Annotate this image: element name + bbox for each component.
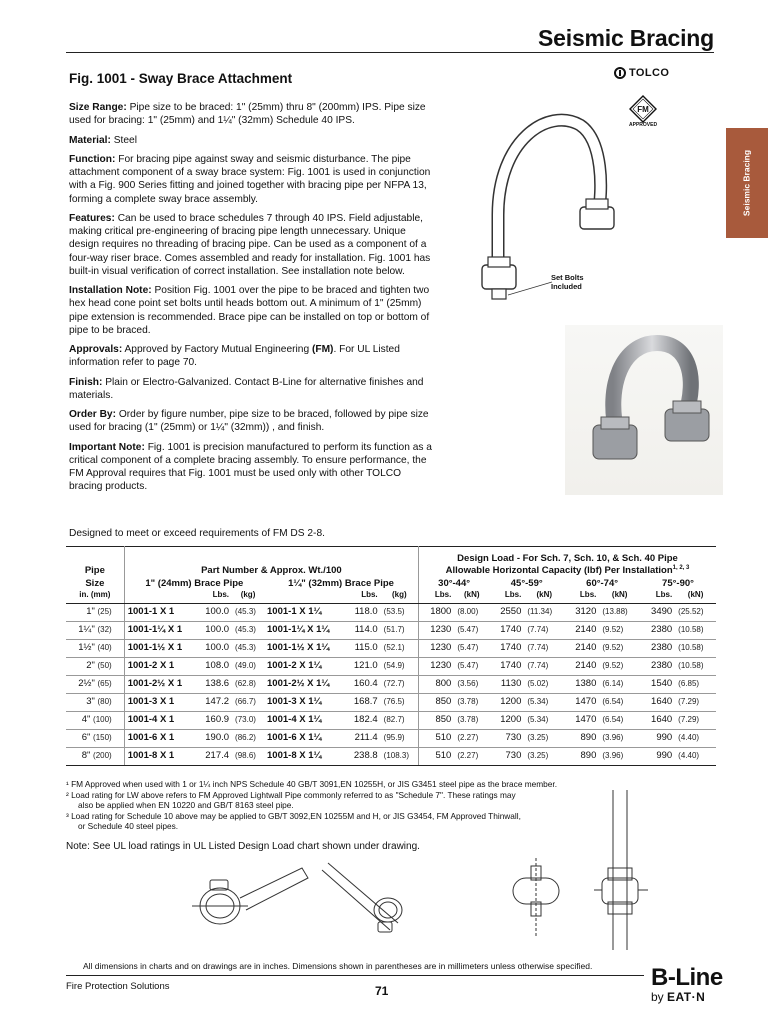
table-cell: 1230 xyxy=(419,639,455,657)
col-brace2: 1¼" (32mm) Brace Pipe xyxy=(264,578,419,590)
table-cell: (10.58) xyxy=(675,621,716,639)
table-cell: (3.78) xyxy=(454,711,489,729)
table-cell: (6.54) xyxy=(599,693,640,711)
table-cell: (11.34) xyxy=(524,603,564,621)
footer-section: Fire Protection Solutions xyxy=(66,981,170,992)
function-section: Function: For bracing pipe against sway and seismic disturbance. The pipe attachment component of a sway brace system: Fig. 1001 is used in conjunction with a Fig. 900 Series fitting and joined together with bracing pipe per NFPA 13, forming a complete sway brace assembly. xyxy=(69,153,431,205)
table-cell: 1001-4 X 1¼ xyxy=(264,711,345,729)
table-cell: (10.58) xyxy=(675,657,716,675)
table-cell: 1230 xyxy=(419,657,455,675)
table-cell: 1470 xyxy=(564,693,599,711)
table-cell: (73.0) xyxy=(232,711,264,729)
table-cell: 182.4 xyxy=(345,711,380,729)
angle-3: 60°-74° xyxy=(586,577,619,589)
table-cell: (5.47) xyxy=(454,657,489,675)
table-row xyxy=(66,747,716,765)
table-cell: (62.8) xyxy=(232,675,264,693)
ul-note: Note: See UL load ratings in UL Listed Design Load chart shown under drawing. xyxy=(66,841,420,852)
page-title: Seismic Bracing xyxy=(538,25,714,51)
table-cell: (49.0) xyxy=(232,657,264,675)
table-cell: (4.40) xyxy=(675,729,716,747)
figure-title: Fig. 1001 - Sway Brace Attachment xyxy=(69,71,293,86)
set-bolts-label: Set Bolts Included xyxy=(551,273,584,292)
table-cell: 238.8 xyxy=(345,747,380,765)
table-cell: (76.5) xyxy=(381,693,419,711)
col-part-label: Part Number & Approx. Wt./100 xyxy=(124,565,418,578)
table-cell: 100.0 xyxy=(197,621,232,639)
table-cell: 1001-1 X 1 xyxy=(124,603,196,621)
col-pipe xyxy=(66,547,124,566)
table-cell: (72.7) xyxy=(381,675,419,693)
eaton-logo: by EAT·N xyxy=(651,990,706,1004)
installation-drawing-3 xyxy=(505,858,567,938)
table-cell: (3.96) xyxy=(599,729,640,747)
table-cell: (7.74) xyxy=(524,657,564,675)
tolco-logo-text: TOLCO xyxy=(629,67,670,79)
table-cell: 1½" (40) xyxy=(66,639,124,657)
design-note: Designed to meet or exceed requirements of FM DS 2-8. xyxy=(69,528,325,539)
table-cell: 730 xyxy=(489,729,524,747)
table-cell: 168.7 xyxy=(345,693,380,711)
spec-text xyxy=(69,101,437,500)
header-rule xyxy=(66,52,714,53)
table-cell: 2380 xyxy=(640,657,675,675)
table-cell: 800 xyxy=(419,675,455,693)
bracket-line-drawing xyxy=(468,95,630,325)
table-body xyxy=(66,603,716,765)
table-cell: (108.3) xyxy=(381,747,419,765)
size-range-section: Size Range: Pipe size to be braced: 1" (25mm) thru 8" (200mm) IPS. Pipe size used for bracing: 1" (25mm) and 1¼" (32mm) Schedule 40 IPS. xyxy=(69,102,426,127)
table-row xyxy=(66,603,716,621)
col-design-title: Design Load - For Sch. 7, Sch. 10, & Sch. 40 Pipe xyxy=(457,553,678,564)
table-cell: (5.34) xyxy=(524,711,564,729)
table-cell: 108.0 xyxy=(197,657,232,675)
table-cell: (3.96) xyxy=(599,747,640,765)
table-cell: 1¼" (32) xyxy=(66,621,124,639)
table-cell: (45.3) xyxy=(232,621,264,639)
table-cell: 890 xyxy=(564,729,599,747)
table-cell: 2380 xyxy=(640,639,675,657)
footnote-2: ² Load rating for LW above refers to FM Approved Lightwall Pipe commonly referred to as "Schedule 7". These ratings may xyxy=(66,789,516,800)
table-cell: 3120 xyxy=(564,603,599,621)
table-cell: 1001-2½ X 1 xyxy=(124,675,196,693)
table-cell: 1001-8 X 1¼ xyxy=(264,747,345,765)
table-cell: 1001-6 X 1¼ xyxy=(264,729,345,747)
table-cell: 1001-1 X 1¼ xyxy=(264,603,345,621)
table-cell: 2140 xyxy=(564,657,599,675)
col-pipe-label: Pipe xyxy=(66,565,124,578)
table-cell: (5.47) xyxy=(454,621,489,639)
table-cell: 1740 xyxy=(489,639,524,657)
table-cell: 1001-3 X 1 xyxy=(124,693,196,711)
col-part-group xyxy=(124,547,418,566)
table-cell: 1001-2 X 1¼ xyxy=(264,657,345,675)
important-section: Important Note: Fig. 1001 is precision manufactured to perform its function as a critical component of a complete bracing assembly. To ensure performance, the FM Approval requires that Fig. 1001 must be used only with other TOLCO bracing products. xyxy=(69,441,432,493)
table-cell: (9.52) xyxy=(599,639,640,657)
table-cell: 2550 xyxy=(489,603,524,621)
finish-section: Finish: Plain or Electro-Galvanized. Contact B-Line for alternative finishes and materials. xyxy=(69,376,424,401)
table-cell: (52.1) xyxy=(381,639,419,657)
table-cell: 3" (80) xyxy=(66,693,124,711)
angle-4: 75°-90° xyxy=(662,577,694,589)
table-cell: (66.7) xyxy=(232,693,264,711)
table-cell: (13.88) xyxy=(599,603,640,621)
table-cell: 1380 xyxy=(564,675,599,693)
table-cell: 1001-1¼ X 1¼ xyxy=(264,621,345,639)
table-cell: (7.74) xyxy=(524,639,564,657)
page-number: 71 xyxy=(375,984,389,998)
table-cell: (98.6) xyxy=(232,747,264,765)
col-size-label: Size xyxy=(66,578,124,590)
table-cell: (6.85) xyxy=(675,675,716,693)
table-cell: 138.6 xyxy=(197,675,232,693)
table-cell: (3.78) xyxy=(454,693,489,711)
table-cell: 1" (25) xyxy=(66,603,124,621)
table-cell: 1540 xyxy=(640,675,675,693)
table-cell: 211.4 xyxy=(345,729,380,747)
table-cell: (5.47) xyxy=(454,639,489,657)
table-row xyxy=(66,675,716,693)
table-cell: (51.7) xyxy=(381,621,419,639)
table-cell: 2140 xyxy=(564,639,599,657)
angle-2: 45°-59° xyxy=(510,577,543,589)
table-cell: (10.58) xyxy=(675,639,716,657)
footnote-3-cont: or Schedule 40 steel pipes. xyxy=(78,821,179,832)
table-cell: (82.7) xyxy=(381,711,419,729)
col-in-mm: in. (mm) xyxy=(66,590,124,603)
table-cell: 990 xyxy=(640,729,675,747)
footer-rule xyxy=(66,975,644,976)
table-cell: (7.29) xyxy=(675,693,716,711)
table-cell: (6.14) xyxy=(599,675,640,693)
table-cell: 730 xyxy=(489,747,524,765)
table-cell: (7.29) xyxy=(675,711,716,729)
features-section: Features: Can be used to brace schedules 7 through 40 IPS. Field adjustable, making critical pre-engineering of bracing pipe length unnecessary. Unique design requires no threading of bracing pipe. Can be used as a component of a four-way riser brace. Comes assembled and ready for installation. Fig. 1001 has built-in visual verification of correct installation. See installation note below. xyxy=(69,212,431,277)
table-cell: 1001-2 X 1 xyxy=(124,657,196,675)
table-cell: (9.52) xyxy=(599,621,640,639)
table-cell: 510 xyxy=(419,747,455,765)
table-cell: (9.52) xyxy=(599,657,640,675)
tolco-logo xyxy=(614,66,669,80)
col-brace1: 1" (24mm) Brace Pipe xyxy=(145,577,244,589)
col-design-sub: Allowable Horizontal Capacity (lbf) Per Installation$^{1, 2, 3}$ xyxy=(445,565,690,577)
table-cell: 114.0 xyxy=(345,621,380,639)
design-load-table: Design Load - For Sch. 7, Sch. 10, & Sch. 40 Pipe Pipe Part Number & Approx. Wt./100 Allowable Horizontal Capacity (lbf) Per Installation$^{1, 2, 3}$ Size 1" (24mm) Brace Pipe 1¼" (32mm) Brace Pipe 30°-44° 45°-59° 60°-74° 75°-90° in. (mm) Lbs. (kg) Lbs. (kg) Lbs. (kN) Lbs. (kN) Lbs. (kN) Lbs. (kN) 1" (25) 1001-1 X 1 100.0 (45.3) 1001-1 X 1¼ 118.0 (53.5) 1800 (8.00) 2550 (11.34) 3120 (13.88) 3490 (25.52) 1¼" (32) 1001-1¼ X 1 100.0 (45.3) 1001-1¼ X 1¼ 114.0 (51.7) 1230 (5.47) 1740 (7.74) 2140 (9.52) 2380 (10.58) 1½" (40) 1001-1½ X 1 100.0 (45.3) 1001-1½ X 1¼ 115.0 (52.1) 1230 (5.47) 1740 (7.74) 2140 (9.52) 2380 (10.58) 2" (50) 1001-2 X 1 108.0 (49.0) 1001-2 X 1¼ 121.0 (54.9) 1230 (5.47) 1740 (7.74) 2140 (9.52) 2380 (10.58) 2½" (65) 1001-2½ X 1 138.6 (62.8) 1001-2½ X 1¼ 160.4 (72.7) 800 (3.56) 1130 (5.02) 1380 (6.14) 1540 (6.85) 3" (80) 1001-3 X 1 147.2 (66.7) 1001-3 X 1¼ 168.7 (76.5) 850 (3.78) 1200 (5.34) 1470 (6.54) 1640 (7.29) 4" (100) 1001-4 X 1 160.9 (73.0) 1001-4 X 1¼ 182.4 (82.7) 850 (3.78) 1200 (5.34) 1470 (6.54) 1640 (7.29) 6" (150) 1001-6 X 1 190.0 (86.2) 1001-6 X 1¼ 211.4 (95.9) 510 (2.27) 730 (3.25) 890 (3.96) 990 (4.40) 8" (200) 1001-8 X 1 217.4 (98.6) 1001-8 X 1¼ 238.8 (108.3) 510 (2.27) 730 (3.25) 890 (3.96) 990 (4.40) xyxy=(66,546,716,766)
table-cell: 850 xyxy=(419,693,455,711)
approvals-section: Approvals: Approved by Factory Mutual Engineering (FM). For UL Listed information refer to page 70. xyxy=(69,344,400,369)
table-cell: (54.9) xyxy=(381,657,419,675)
table-cell: (5.02) xyxy=(524,675,564,693)
fm-approved-logo xyxy=(629,95,657,129)
table-cell: 1470 xyxy=(564,711,599,729)
table-cell: 118.0 xyxy=(345,603,380,621)
table-cell: (2.27) xyxy=(454,747,489,765)
table-cell: (25.52) xyxy=(675,603,716,621)
table-cell: (3.56) xyxy=(454,675,489,693)
table-cell: (45.3) xyxy=(232,639,264,657)
table-cell: 850 xyxy=(419,711,455,729)
table-cell: 1130 xyxy=(489,675,524,693)
table-cell: 4" (100) xyxy=(66,711,124,729)
order-by-section: Order By: Order by figure number, pipe size to be braced, followed by pipe size used for bracing (1" (25mm) or 1¼" (32mm)) , and finish. xyxy=(69,409,429,434)
table-cell: 1740 xyxy=(489,657,524,675)
installation-drawing-1 xyxy=(180,858,310,938)
product-photo xyxy=(565,325,723,495)
footnote-3: ³ Load rating for Schedule 10 above may be applied to GB/T 3092,EN 10255M and H, or JIS G3454, FM Approved Thinwall, xyxy=(66,810,521,821)
table-cell: 1001-4 X 1 xyxy=(124,711,196,729)
table-cell: (6.54) xyxy=(599,711,640,729)
table-cell: (8.00) xyxy=(454,603,489,621)
footnote-2-cont: also be applied when EN 10220 and GB/T 8163 steel pipe. xyxy=(78,800,294,811)
table-cell: (7.74) xyxy=(524,621,564,639)
sway-brace-drawing-icon xyxy=(468,95,630,325)
table-cell: (86.2) xyxy=(232,729,264,747)
table-cell: 1200 xyxy=(489,693,524,711)
table-cell: 2½" (65) xyxy=(66,675,124,693)
table-cell: 890 xyxy=(564,747,599,765)
table-cell: 147.2 xyxy=(197,693,232,711)
b-line-logo: B-Line xyxy=(651,964,723,991)
table-cell: 990 xyxy=(640,747,675,765)
table-cell: 160.4 xyxy=(345,675,380,693)
table-cell: 1800 xyxy=(419,603,455,621)
table-cell: 1001-3 X 1¼ xyxy=(264,693,345,711)
table-row xyxy=(66,729,716,747)
table-cell: (4.40) xyxy=(675,747,716,765)
table-cell: 1740 xyxy=(489,621,524,639)
bracket-photo-icon xyxy=(565,325,723,495)
table-row xyxy=(66,711,716,729)
table-cell: 1001-1½ X 1¼ xyxy=(264,639,345,657)
table-cell: 1001-2½ X 1¼ xyxy=(264,675,345,693)
table-cell: 1230 xyxy=(419,621,455,639)
riser-brace-drawing xyxy=(592,790,650,950)
table-cell: 1001-1½ X 1 xyxy=(124,639,196,657)
table-cell: 217.4 xyxy=(197,747,232,765)
dimensions-note: All dimensions in charts and on drawings are in inches. Dimensions shown in parentheses are in millimeters unless otherwise specified. xyxy=(83,961,593,971)
table-cell: (53.5) xyxy=(381,603,419,621)
table-cell: 100.0 xyxy=(197,639,232,657)
footnote-1: ¹ FM Approved when used with 1 or 1¼ inch NPS Schedule 40 GB/T 3091,EN 10255H, or JIS G3451 steel pipe as the brace member. xyxy=(66,779,558,789)
table-cell: 1640 xyxy=(640,711,675,729)
table-cell: 3490 xyxy=(640,603,675,621)
tolco-mark-icon xyxy=(614,67,626,79)
table-cell: 1200 xyxy=(489,711,524,729)
table-cell: (3.25) xyxy=(524,729,564,747)
table-cell: 2140 xyxy=(564,621,599,639)
table-cell: 100.0 xyxy=(197,603,232,621)
section-tab-label: Seismic Bracing xyxy=(741,149,752,217)
table-row xyxy=(66,639,716,657)
table-cell: 510 xyxy=(419,729,455,747)
section-tab[interactable] xyxy=(726,128,768,238)
table-row xyxy=(66,657,716,675)
footnotes xyxy=(66,779,626,832)
table-cell: 2" (50) xyxy=(66,657,124,675)
table-cell: (2.27) xyxy=(454,729,489,747)
table-row xyxy=(66,693,716,711)
table-cell: 6" (150) xyxy=(66,729,124,747)
table-cell: (95.9) xyxy=(381,729,419,747)
material-section: Material: Steel xyxy=(69,134,137,146)
table-cell: 1001-8 X 1 xyxy=(124,747,196,765)
table-row xyxy=(66,621,716,639)
installation-drawing-2 xyxy=(318,858,418,943)
table-cell: 2380 xyxy=(640,621,675,639)
table-cell: (45.3) xyxy=(232,603,264,621)
table-cell: 160.9 xyxy=(197,711,232,729)
fm-logo-text: FM xyxy=(637,105,649,114)
table-cell: 121.0 xyxy=(345,657,380,675)
table-cell: (5.34) xyxy=(524,693,564,711)
table-cell: 190.0 xyxy=(197,729,232,747)
table-cell: 1640 xyxy=(640,693,675,711)
table-cell: 115.0 xyxy=(345,639,380,657)
table-cell: 8" (200) xyxy=(66,747,124,765)
installation-section: Installation Note: Position Fig. 1001 over the pipe to be braced and tighten two hex head cone point set bolts until heads bottom out. A minimum of 1" (25mm) pipe extension is recommended. Brace pipe can be installed on top or bottom of pipe to be braced. xyxy=(69,285,430,336)
angle-1: 30°-44° xyxy=(438,577,471,589)
table-cell: 1001-1¼ X 1 xyxy=(124,621,196,639)
fm-diamond-icon xyxy=(629,95,657,123)
table-cell: (3.25) xyxy=(524,747,564,765)
fm-approved-text: APPROVED xyxy=(629,122,658,128)
table-cell: 1001-6 X 1 xyxy=(124,729,196,747)
